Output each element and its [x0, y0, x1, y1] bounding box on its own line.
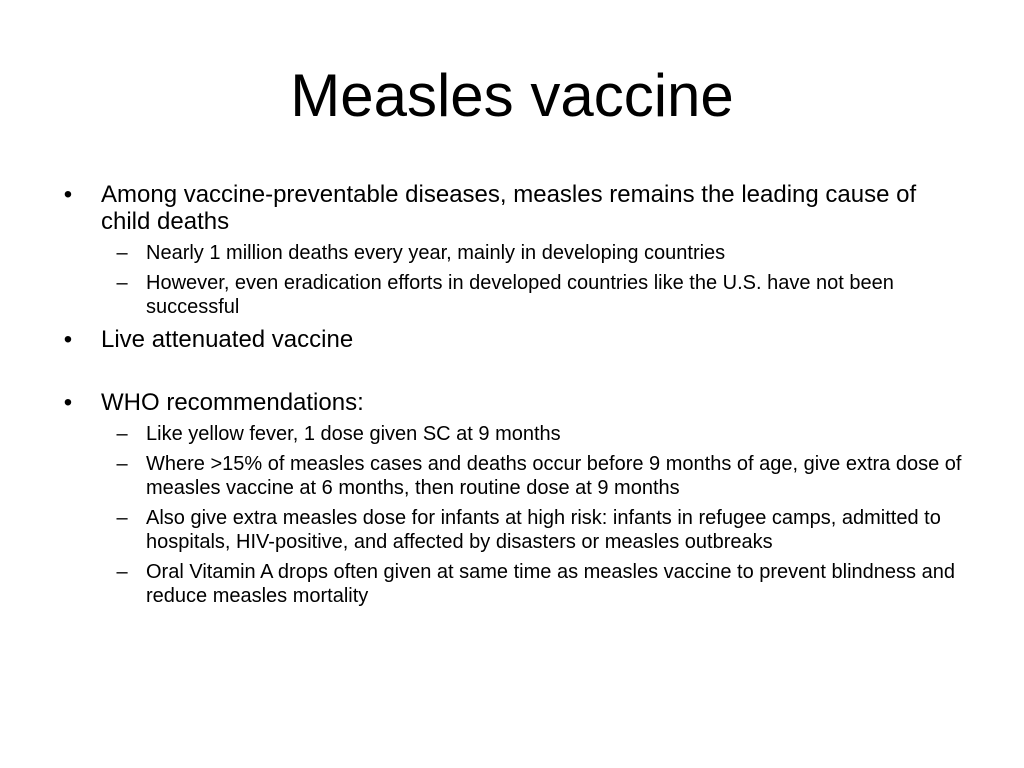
bullet-item — [58, 389, 968, 416]
sub-bullet-text: Where >15% of measles cases and deaths occur before 9 months of age, give extra dose of measles vaccine at 6 months, then routine dose at 9 months — [146, 453, 962, 499]
bullet-item — [58, 181, 968, 235]
sub-bullet-marker: – — [116, 423, 128, 445]
bullet-marker: • — [63, 181, 73, 208]
sub-bullet-text: Oral Vitamin A drops often given at same time as measles vaccine to prevent blindness and reduce measles mortality — [146, 561, 955, 607]
sub-bullet-marker: – — [116, 242, 128, 264]
slide-body — [58, 181, 968, 608]
bullet-text: Live attenuated vaccine — [101, 326, 354, 353]
sub-bullet-item — [58, 452, 968, 500]
sub-bullet-item — [58, 422, 968, 446]
sub-bullet-item — [58, 241, 968, 265]
sub-bullet-text: Also give extra measles dose for infants at high risk: infants in refugee camps, admitted to hospitals, HIV-positive, and affected by disasters or measles outbreaks — [146, 507, 941, 553]
sub-bullet-marker: – — [116, 561, 128, 583]
sub-bullet-marker: – — [116, 453, 128, 475]
sub-bullet-item — [58, 506, 968, 554]
bullet-item — [58, 326, 968, 353]
bullet-text: WHO recommendations: — [101, 389, 364, 416]
sub-bullet-text: However, even eradication efforts in developed countries like the U.S. have not been successful — [146, 272, 894, 318]
sub-bullet-item — [58, 271, 968, 319]
bullet-marker: • — [63, 326, 73, 353]
bullet-marker: • — [63, 389, 73, 416]
slide-title: Measles vaccine — [290, 62, 734, 129]
sub-bullet-marker: – — [116, 507, 128, 529]
sub-bullet-text: Nearly 1 million deaths every year, mainly in developing countries — [146, 242, 726, 264]
sub-bullet-text: Like yellow fever, 1 dose given SC at 9 months — [146, 423, 561, 445]
sub-bullet-item — [58, 560, 968, 608]
sub-bullet-marker: – — [116, 272, 128, 294]
bullet-text: Among vaccine-preventable diseases, measles remains the leading cause of child deaths — [101, 181, 917, 235]
